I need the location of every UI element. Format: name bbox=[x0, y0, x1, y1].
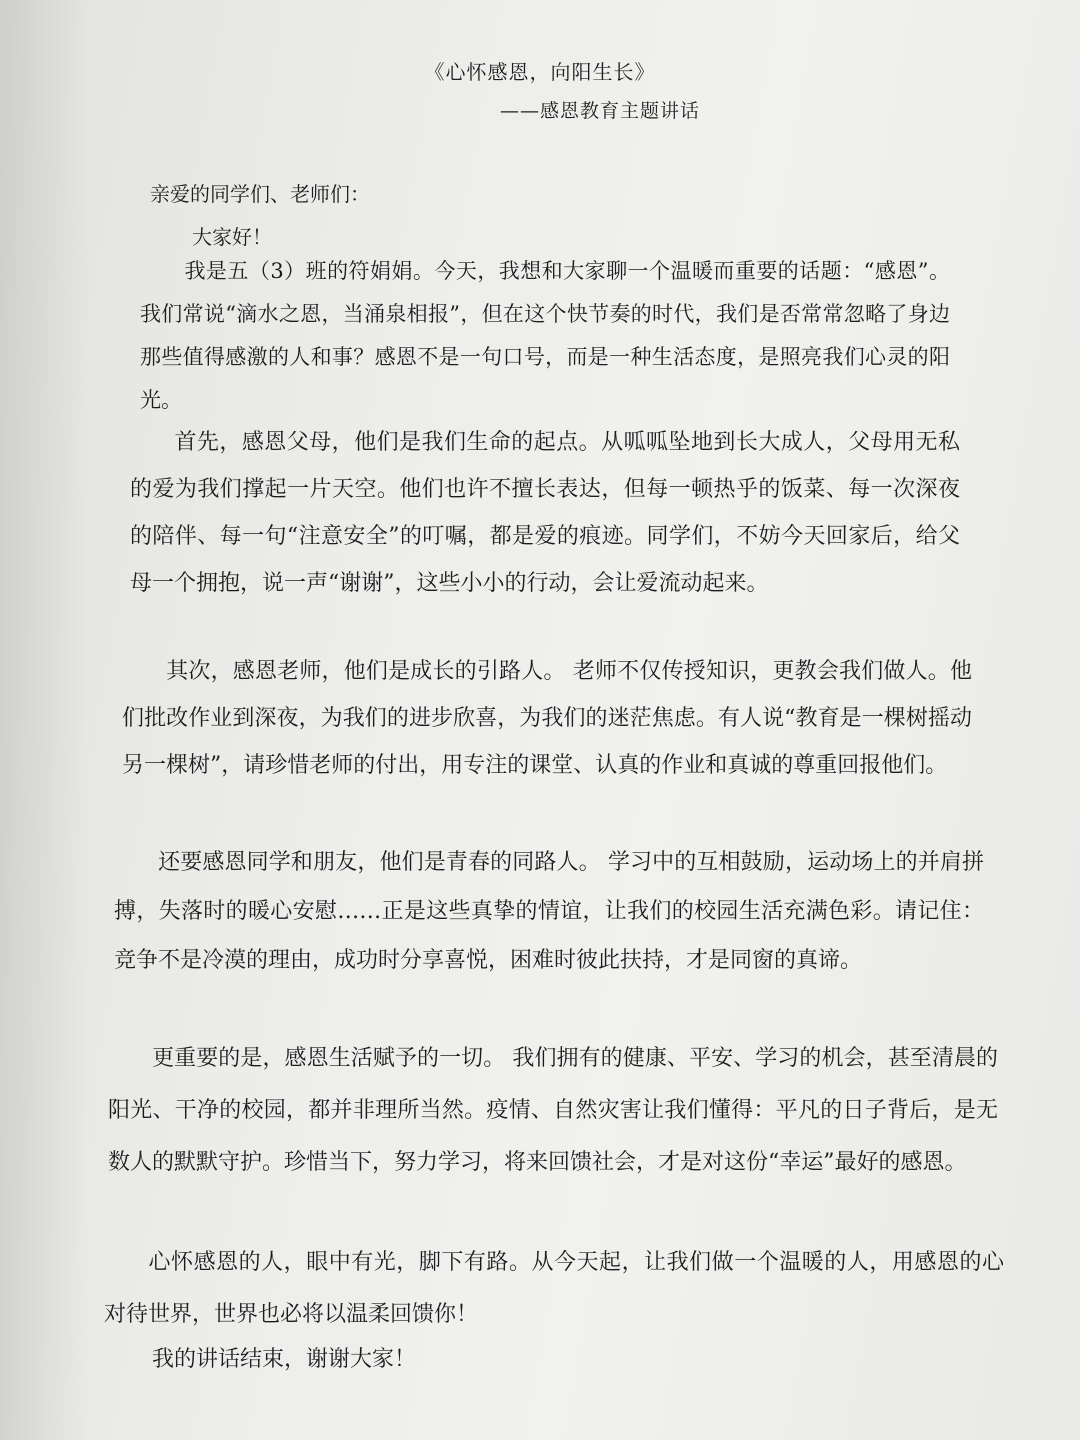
paragraph-parents bbox=[130, 419, 960, 607]
paragraph-life bbox=[108, 1033, 998, 1189]
paragraph-text: 其次，感恩老师，他们是成长的引路人。 老师不仅传授知识，更教会我们做人。他们批改作业到深夜，为我们的进步欣喜，为我们的迷茫焦虑。有人说“教育是一棵树摇动另一棵树”，请珍惜老师的付出，用专注的课堂、认真的作业和真诚的尊重回报他们。 bbox=[122, 659, 972, 778]
paragraph-text: 更重要的是，感恩生活赋予的一切。 我们拥有的健康、平安、学习的机会，甚至清晨的阳光、干净的校园，都并非理所当然。疫情、自然灾害让我们懂得：平凡的日子背后，是无数人的默默守护。珍惜当下，努力学习，将来回馈社会，才是对这份“幸运”最好的感恩。 bbox=[108, 1046, 998, 1175]
speech-title: 《心怀感恩，向阳生长》 bbox=[424, 60, 656, 84]
paragraph-teachers bbox=[122, 648, 972, 789]
speech-subtitle: ——感恩教育主题讲话 bbox=[499, 100, 700, 122]
closing-line: 我的讲话结束，谢谢大家！ bbox=[152, 1347, 417, 1372]
paragraph-conclusion bbox=[104, 1237, 1004, 1341]
paragraph-text: 首先，感恩父母，他们是我们生命的起点。从呱呱坠地到长大成人，父母用无私的爱为我们撑起一片天空。他们也许不擅长表达，但每一顿热乎的饭菜、每一次深夜的陪伴、每一句“注意安全”的叮嘱，都是爱的痕迹。同学们，不妨今天回家后，给父母一个拥抱，说一声“谢谢”，这些小小的行动，会让爱流动起来。 bbox=[130, 430, 960, 596]
hello-line: 大家好！ bbox=[192, 225, 272, 249]
paragraph-introduction bbox=[140, 250, 950, 422]
paragraph-text: 心怀感恩的人，眼中有光，脚下有路。从今天起，让我们做一个温暖的人，用感恩的心对待世界，世界也必将以温柔回馈你！ bbox=[104, 1250, 1004, 1327]
page-shadow bbox=[0, 0, 90, 1440]
salutation: 亲爱的同学们、老师们： bbox=[150, 182, 370, 206]
paragraph-text: 还要感恩同学和朋友，他们是青春的同路人。 学习中的互相鼓励，运动场上的并肩拼搏，失落时的暖心安慰……正是这些真挚的情谊，让我们的校园生活充满色彩。请记住：竞争不是冷漠的理由，成功时分享喜悦，困难时彼此扶持，才是同窗的真谛。 bbox=[114, 850, 984, 973]
paragraph-text: 我是五（3）班的符娟娟。今天，我想和大家聊一个温暖而重要的话题：“感恩”。我们常说“滴水之恩，当涌泉相报”，但在这个快节奏的时代，我们是否常常忽略了身边那些值得感激的人和事？感恩不是一句口号，而是一种生活态度，是照亮我们心灵的阳光。 bbox=[140, 259, 950, 412]
paragraph-classmates bbox=[114, 838, 984, 985]
